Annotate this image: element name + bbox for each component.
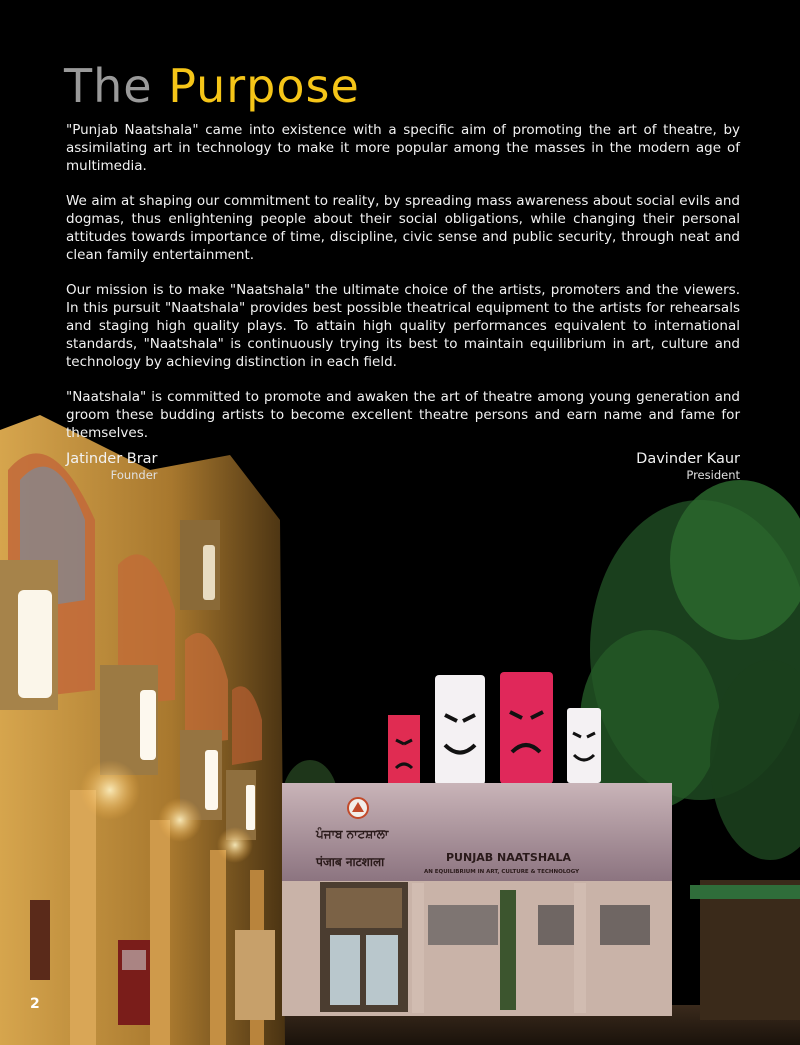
theatre-masks [388, 672, 601, 785]
signature-president [636, 450, 740, 482]
entrance-building [282, 783, 672, 1016]
founder-name: Jatinder Brar [66, 451, 158, 467]
title-word-the: The [64, 59, 153, 113]
paragraph-mission: Our mission is to make "Naatshala" the ultimate choice of the artists, promoters and the viewers. In this pursuit "Naatshala" provides best possible theatrical equipment to the artists for rehearsals and staging high quality plays. To attain high quality performances equivalent to international standards, "Naatshala" is continuously trying its best to maintain equilibrium in art, culture and technology by achieving distinction in each field. [66, 282, 740, 370]
paragraph-aim: We aim at shaping our commitment to reality, by spreading mass awareness about social evils and dogmas, thus enlightening people about their social obligations, while changing their personal attitudes towards importance of time, discipline, civic sense and public security, through neat and clean family entertainment. [66, 193, 740, 263]
sign-punjabi: ਪੰਜਾਬ ਨਾਟਸ਼ਾਲਾ [316, 827, 389, 841]
sign-title: PUNJAB NAATSHALA [446, 851, 572, 864]
president-name: Davinder Kaur [636, 451, 740, 467]
title-word-purpose: Purpose [168, 59, 360, 113]
left-building [0, 415, 285, 1045]
signature-founder [66, 450, 158, 482]
president-role: President [686, 468, 740, 482]
founder-role: Founder [110, 468, 158, 482]
page-title [64, 58, 360, 114]
paragraph-commitment: "Naatshala" is committed to promote and awaken the art of theatre among young generation and groom these budding artists to become excellent theatre persons and earn name and fame for themselves. [66, 389, 740, 441]
purpose-body [66, 121, 740, 442]
sign-hindi: पंजाब नाटशाला [316, 855, 385, 869]
page-number: 2 [30, 996, 40, 1012]
sign-subtitle: AN EQUILIBRIUM IN ART, CULTURE & TECHNOLOGY [424, 869, 580, 875]
paragraph-origin: "Punjab Naatshala" came into existence with a specific aim of promoting the art of theatre, by assimilating art in technology to make it more popular among the masses in the modern age of multimedia. [66, 122, 740, 174]
